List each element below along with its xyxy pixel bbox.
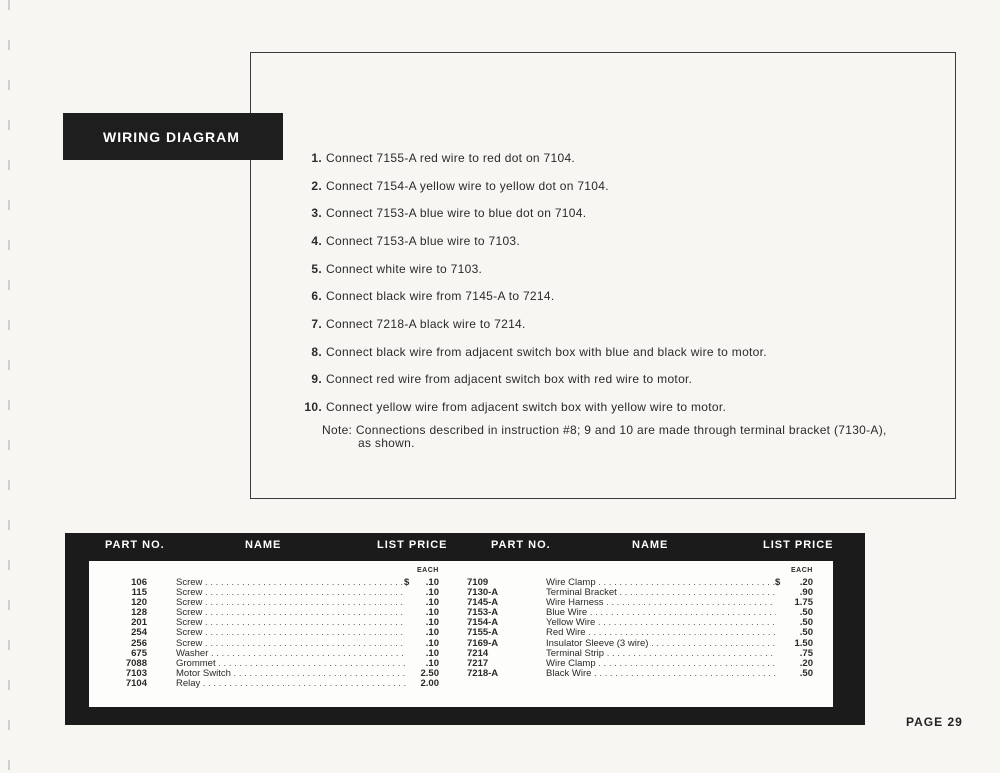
- part-price: 2.00: [420, 677, 439, 689]
- part-name: Blue Wire . . .: [546, 608, 776, 618]
- header-list-price: LIST PRICE: [377, 539, 448, 551]
- part-name: Terminal Bracket . . .: [546, 588, 776, 598]
- parts-row: [459, 639, 829, 649]
- part-price: .10: [425, 617, 439, 629]
- part-price: .20: [799, 577, 813, 588]
- part-name: Wire Clamp . . .: [546, 659, 776, 669]
- part-number: 7103: [125, 667, 147, 679]
- part-name: Screw . . .: [176, 639, 406, 649]
- part-number: 7109: [467, 577, 489, 588]
- parts-row: [459, 588, 829, 598]
- instruction-text: Connect 7153-A blue wire to 7103.: [326, 233, 521, 248]
- part-price: .75: [799, 647, 813, 659]
- parts-table-body: [89, 561, 833, 707]
- part-number: 201: [131, 617, 147, 629]
- note-line: Note: Connections described in instruction #8; 9 and 10 are made through terminal bracket (7130-A),: [322, 423, 887, 437]
- part-number: 115: [131, 587, 147, 599]
- part-number: 7088: [125, 657, 147, 669]
- part-price: 1.50: [794, 637, 813, 649]
- part-number: 7218-A: [467, 667, 499, 679]
- part-price: 2.50: [420, 667, 439, 679]
- parts-rows: [459, 578, 829, 679]
- instruction-text: Connect black wire from 7145-A to 7214.: [326, 289, 555, 304]
- parts-row: [459, 608, 829, 618]
- instruction-item: [296, 338, 767, 366]
- instruction-text: Connect 7155-A red wire to red dot on 7104.: [326, 150, 576, 165]
- instruction-item: [296, 144, 767, 172]
- instruction-item: [296, 227, 767, 255]
- part-price: .90: [799, 587, 813, 599]
- part-name: Screw . . .: [176, 628, 406, 638]
- parts-column-right: [459, 561, 829, 707]
- part-number: 254: [131, 627, 147, 639]
- note-line-continued: as shown.: [358, 436, 415, 450]
- part-name: Screw . . .: [176, 588, 406, 598]
- part-number: 7217: [467, 657, 489, 669]
- part-name: Terminal Strip . . .: [546, 649, 776, 659]
- section-title: [63, 113, 283, 160]
- parts-row: [459, 578, 829, 588]
- part-name: Grommet . . .: [176, 659, 406, 669]
- part-price: .10: [425, 587, 439, 599]
- part-number: 7104: [125, 677, 147, 689]
- part-name: Wire Clamp . . .: [546, 578, 776, 588]
- header-name: NAME: [245, 539, 282, 551]
- part-number: 7169-A: [467, 637, 499, 649]
- part-price: .50: [799, 607, 813, 619]
- part-price: 1.75: [794, 597, 813, 609]
- part-number: 106: [131, 577, 147, 588]
- part-price: .50: [799, 667, 813, 679]
- note: [322, 424, 942, 450]
- part-price: .10: [425, 627, 439, 639]
- part-price: .10: [425, 577, 439, 588]
- part-price: .10: [425, 657, 439, 669]
- currency-symbol: $: [404, 577, 410, 588]
- part-number: 256: [131, 637, 147, 649]
- part-number: 120: [131, 597, 147, 609]
- each-label: EACH: [417, 567, 439, 574]
- part-name: Washer . . .: [176, 649, 406, 659]
- parts-row: [459, 618, 829, 628]
- instruction-item: [296, 199, 767, 227]
- part-price: .20: [799, 657, 813, 669]
- instruction-text: Connect red wire from adjacent switch box with red wire to motor.: [326, 372, 693, 387]
- part-price: .50: [799, 617, 813, 629]
- part-name: Screw . . .: [176, 598, 406, 608]
- instruction-number: 7.: [311, 316, 322, 331]
- part-number: 7214: [467, 647, 489, 659]
- instruction-list: [296, 144, 767, 421]
- instruction-number: 5.: [311, 261, 322, 276]
- instruction-item: [296, 172, 767, 200]
- part-name: Motor Switch . . .: [176, 669, 406, 679]
- parts-row: [459, 628, 829, 638]
- header-part-no: PART NO.: [491, 539, 551, 551]
- instruction-item: [296, 310, 767, 338]
- instruction-number: 6.: [311, 289, 322, 304]
- part-name: Wire Harness . . .: [546, 598, 776, 608]
- page-number: PAGE 29: [906, 715, 963, 729]
- instruction-number: 2.: [311, 178, 322, 193]
- instruction-text: Connect white wire to 7103.: [326, 261, 483, 276]
- instruction-number: 8.: [311, 344, 322, 359]
- header-part-no: PART NO.: [105, 539, 165, 551]
- part-name: Yellow Wire . . .: [546, 618, 776, 628]
- section-title-text: WIRING DIAGRAM: [103, 128, 240, 145]
- part-number: 128: [131, 607, 147, 619]
- part-number: 7155-A: [467, 627, 499, 639]
- instruction-number: 10.: [304, 400, 322, 415]
- parts-row: [459, 598, 829, 608]
- part-name: Black Wire . . .: [546, 669, 776, 679]
- currency-symbol: $: [775, 577, 781, 588]
- parts-row: [89, 679, 459, 689]
- part-price: .50: [799, 627, 813, 639]
- instruction-item: [296, 282, 767, 310]
- instruction-number: 3.: [311, 206, 322, 221]
- instruction-item: [296, 366, 767, 394]
- instruction-number: 4.: [311, 233, 322, 248]
- part-price: .10: [425, 607, 439, 619]
- parts-list: [65, 533, 865, 725]
- part-number: 7145-A: [467, 597, 499, 609]
- part-name: Screw . . .: [176, 578, 406, 588]
- instruction-text: Connect 7218-A black wire to 7214.: [326, 316, 526, 331]
- instruction-number: 1.: [311, 150, 322, 165]
- parts-column-left: [89, 561, 459, 707]
- parts-row: [459, 649, 829, 659]
- binding-edge: [8, 0, 10, 773]
- part-number: 7153-A: [467, 607, 499, 619]
- part-price: .10: [425, 647, 439, 659]
- instruction-text: Connect 7154-A yellow wire to yellow dot on 7104.: [326, 178, 609, 193]
- part-price: .10: [425, 597, 439, 609]
- instruction-text: Connect yellow wire from adjacent switch box with yellow wire to motor.: [326, 400, 727, 415]
- part-price: .10: [425, 637, 439, 649]
- part-name: Relay . . .: [176, 679, 406, 689]
- part-number: 7130-A: [467, 587, 499, 599]
- instruction-text: Connect black wire from adjacent switch box with blue and black wire to motor.: [326, 344, 767, 359]
- parts-row: [459, 669, 829, 679]
- part-number: 7154-A: [467, 617, 499, 629]
- part-name: Screw . . .: [176, 618, 406, 628]
- instruction-item: [296, 255, 767, 283]
- parts-rows: [89, 578, 459, 689]
- instruction-item: [296, 393, 767, 421]
- each-label: EACH: [791, 567, 813, 574]
- part-name: Insulator Sleeve (3 wire) . . .: [546, 639, 776, 649]
- part-name: Screw . . .: [176, 608, 406, 618]
- header-list-price: LIST PRICE: [763, 539, 834, 551]
- instruction-number: 9.: [311, 372, 322, 387]
- header-name: NAME: [632, 539, 669, 551]
- part-number: 675: [131, 647, 147, 659]
- instruction-text: Connect 7153-A blue wire to blue dot on 7104.: [326, 206, 587, 221]
- parts-row: [459, 659, 829, 669]
- parts-header: [65, 533, 865, 560]
- part-name: Red Wire . . .: [546, 628, 776, 638]
